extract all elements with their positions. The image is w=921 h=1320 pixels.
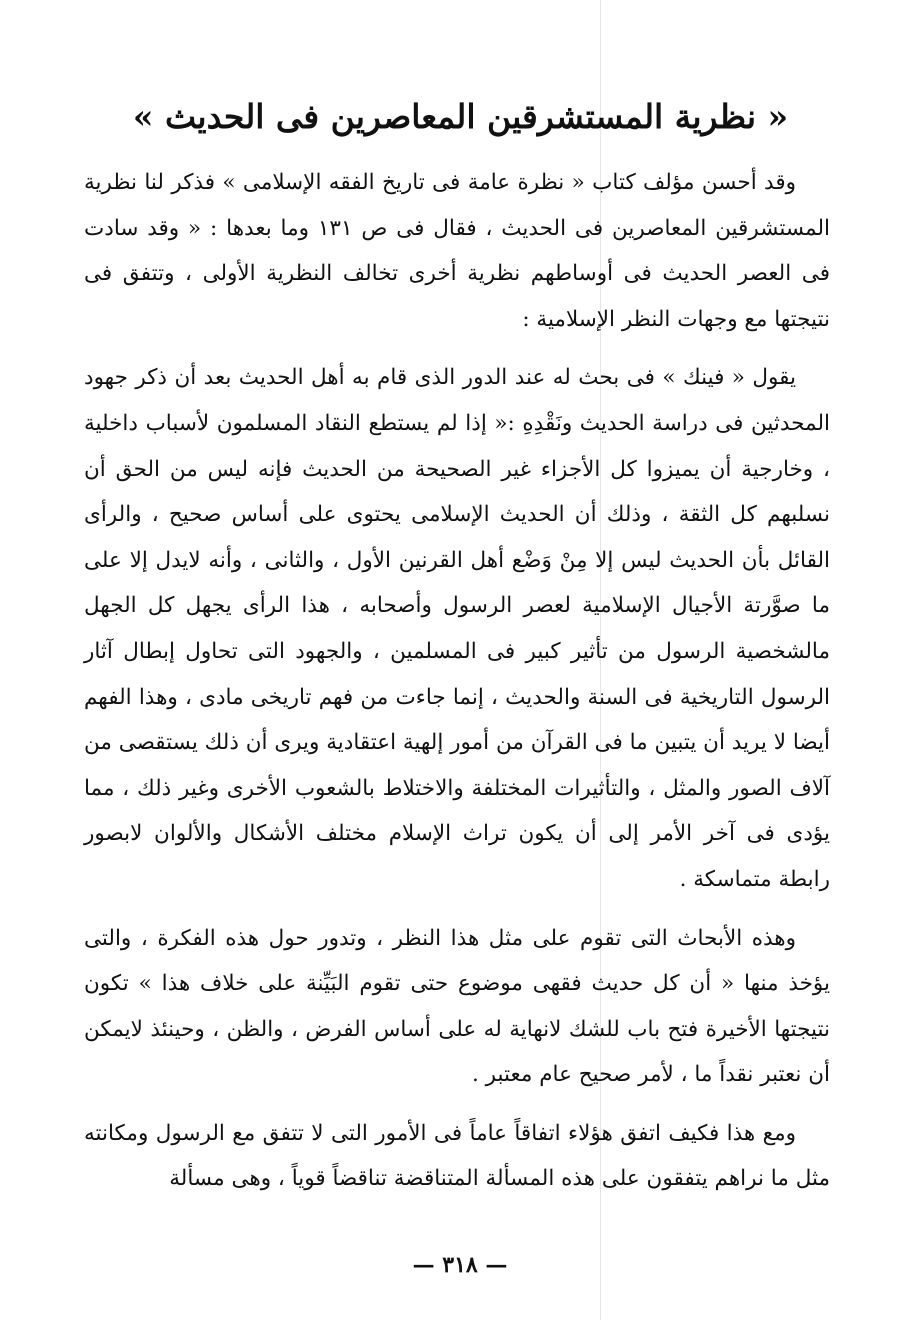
paragraph-3: وهذه الأبحاث التى تقوم على مثل هذا النظر ، وتدور حول هذه الفكرة ، والتى يؤخذ منها « أن كل حديث فقهى موضوع حتى تقوم البَيِّنة على خلاف هذا » تكون نتيجتها الأخيرة فتح باب للشك لانهاية له على أساس الفرض ، والظن ، وحينئذ لايمكن أن نعتبر نقداً ما ، لأمر صحيح عام معتبر . — [84, 925, 830, 1088]
paragraph-4: ومع هذا فكيف اتفق هؤلاء اتفاقاً عاماً فى الأمور التى لا تتفق مع الرسول ومكانته مثل ما نراهم يتفقون على هذه المسألة المتناقضة تناقضاً قوياً ، وهى مسألة — [84, 1120, 830, 1192]
page-number: — ٣١٨ — — [412, 1252, 508, 1278]
body-text — [84, 160, 830, 1215]
page-title: « نظرية المستشرقين المعاصرين فى الحديث » — [132, 97, 789, 136]
paragraph-2: يقول « فينك » فى بحث له عند الدور الذى قام به أهل الحديث بعد أن ذكر جهود المحدثين فى دراسة الحديث ونَقْدِهِ :« إذا لم يستطع النقاد المسلمون لأسباب داخلية ، وخارجية أن يميزوا كل الأجزاء غير الصحيحة من الحديث فإنه ليس من الحق أن نسلبهم كل الثقة ، وذلك أن الحديث الإسلامى يحتوى على أساس صحيح ، والرأى القائل بأن الحديث ليس إلا مِنْ وَضْع أهل القرنين الأول ، والثانى ، وأنه لايدل إلا على ما صوَّرتة الأجيال الإسلامية لعصر الرسول وأصحابه ، هذا الرأى يجهل كل الجهل مالشخصية الرسول من تأثير كبير فى المسلمين ، والجهود التى تحاول إبطال آثار الرسول التاريخية فى السنة والحديث ، إنما جاءت من فهم تاريخى مادى ، وهذا الفهم أيضا لا يريد أن يتبين ما فى القرآن من أمور إلهية اعتقادية ويرى أن ذلك يستقصى من آلاف الصور والمثل ، والتأثيرات المختلفة والاختلاط بالشعوب الأخرى وغير ذلك ، مما يؤدى فى آخر الأمر إلى أن يكون تراث الإسلام مختلف الأشكال والألوان لابصور رابطة متماسكة . — [84, 365, 830, 892]
paragraph-1: وقد أحسن مؤلف كتاب « نظرة عامة فى تاريخ الفقه الإسلامى » فذكر لنا نظرية المستشرقين المعاصرين فى الحديث ، فقال فى ص ١٣١ وما بعدها : « وقد سادت فى العصر الحديث فى أوساطهم نظرية أخرى تخالف النظرية الأولى ، وتتفق فى نتيجتها مع وجهات النظر الإسلامية : — [84, 170, 830, 332]
